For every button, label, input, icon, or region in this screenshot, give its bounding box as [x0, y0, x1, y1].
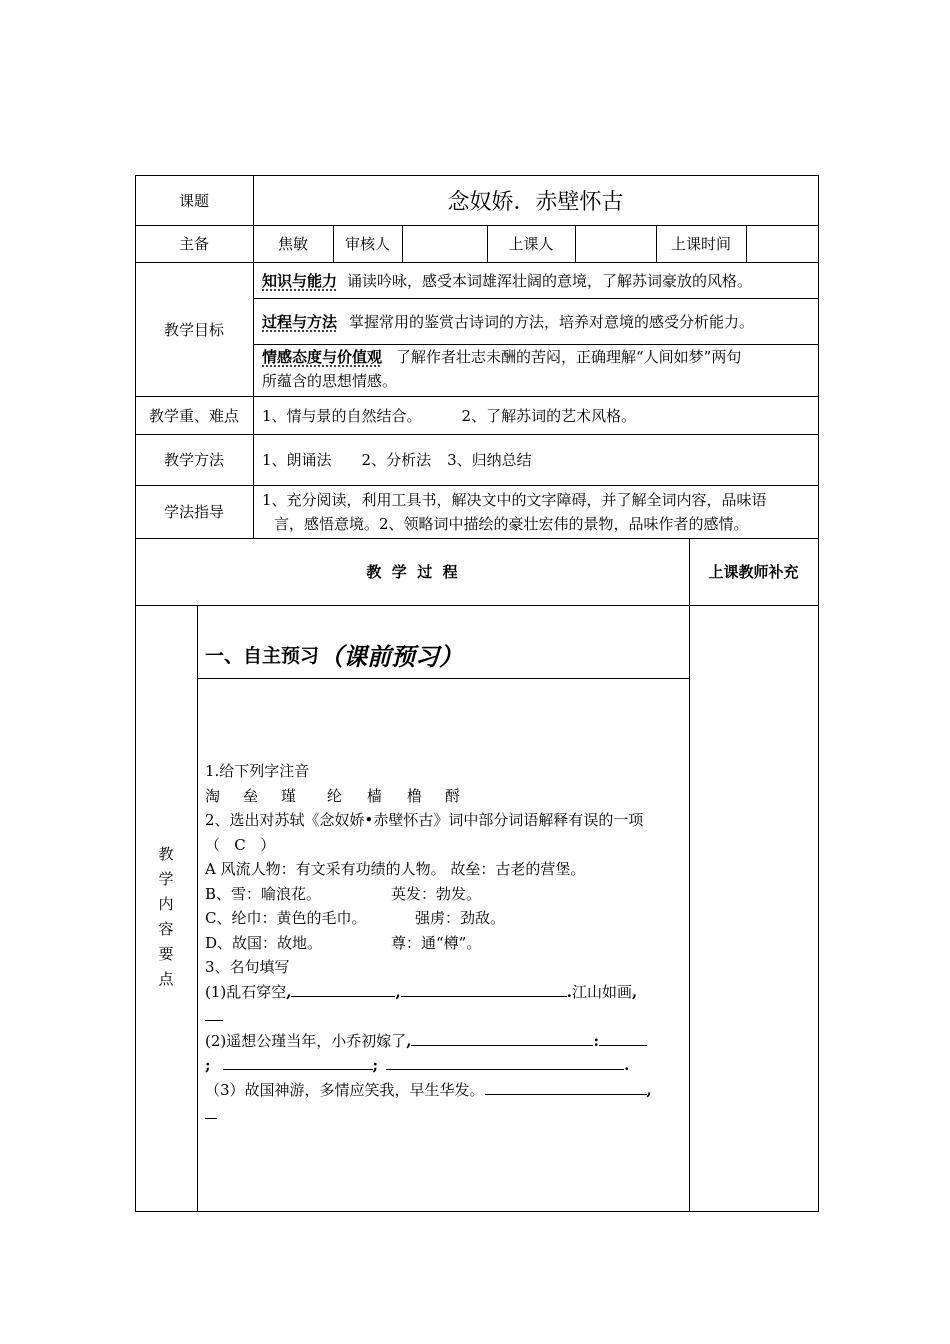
goal-process [262, 298, 816, 344]
fill-1: (1)乱石穿空, , .江山如画, [205, 982, 638, 1001]
content-label-char: 学 [158, 870, 174, 888]
goal-knowledge-text: 诵读吟咏，感受本词雄浑壮阔的意境，了解苏词豪放的风格。 [347, 271, 753, 290]
fill-2-blank-1[interactable] [411, 1031, 593, 1046]
option-a: A 风流人物：有文采有功绩的人物。 故垒：古老的营堡。 [205, 860, 586, 878]
goal-emotion-title: 情感态度与价值观 [262, 348, 383, 366]
goal-knowledge [262, 262, 816, 298]
pinyin-char: 淘 [205, 786, 221, 805]
option-b-part1: B、雪：喻浪花。 [205, 884, 322, 903]
q1-text: 1.给下列字注音 [205, 762, 310, 780]
option-c-part1: C、纶巾：黄色的毛巾。 [205, 909, 367, 927]
pinyin-char: 樯 [367, 786, 383, 805]
reviewer-value [402, 225, 487, 262]
option-c-part2: 强虏：劲敌。 [415, 909, 506, 927]
section-heading-paren: （课前预习） [319, 641, 464, 671]
teacher-value [575, 225, 656, 262]
fill-2-prefix: (2)遥想公瑾当年，小乔初嫁了 [205, 1031, 407, 1050]
fill-3-blank-1[interactable] [485, 1080, 647, 1095]
guidance-line-1: 1、充分阅读，利用工具书，解决文中的文字障碍，并了解全词内容，品味语 [262, 491, 767, 509]
content-label-char: 内 [158, 895, 174, 913]
methods-content [262, 434, 816, 485]
content-label-char: 容 [158, 920, 174, 938]
fill-3-blank-2[interactable] [205, 1104, 217, 1119]
option-d-part2: 尊：通“樽”。 [391, 933, 482, 952]
content-label-char: 要 [158, 945, 174, 963]
method-3: 3、归纳总结 [447, 451, 532, 469]
fill-2: (2)遥想公瑾当年，小乔初嫁了, : [205, 1029, 687, 1054]
time-label: 上课时间 [670, 235, 731, 253]
option-b-part2: 英发：勃发。 [391, 884, 482, 903]
topic-label: 课题 [178, 191, 209, 210]
goal-emotion-text-2: 所蕴含的思想情感。 [262, 372, 398, 390]
fill-1-blank-2[interactable] [401, 982, 567, 997]
option-b [205, 882, 687, 907]
fill-2-blank-2[interactable] [599, 1031, 647, 1046]
pinyin-char: 瑾 [281, 786, 297, 805]
fill-1-blank-3[interactable] [205, 1006, 223, 1021]
goal-process-title: 过程与方法 [262, 312, 338, 331]
fill-2-cont: ; ; . [205, 1056, 630, 1074]
guidance-line-2: 言，感悟意境。2、领略词中描绘的豪壮宏伟的景物，品味作者的感情。 [274, 515, 749, 533]
method-2: 2、分析法 [361, 451, 432, 469]
goals-label: 教学目标 [163, 320, 224, 339]
q2-answer: （ C ） [205, 835, 276, 854]
fill-3-prefix: （3）故国神游，多情应笑我，早生华发。 [205, 1080, 485, 1099]
content-points-label [135, 842, 197, 992]
keypoint-2: 2、了解苏词的艺术风格。 [461, 406, 637, 425]
section-heading-main: 一、自主预习 [205, 644, 320, 667]
fill-1-prefix: (1)乱石穿空 [205, 982, 287, 1001]
fill-3-cont [205, 1102, 687, 1127]
goal-knowledge-title: 知识与能力 [262, 271, 338, 290]
fill-1-cont [205, 1004, 687, 1029]
pinyin-char: 酹 [445, 786, 461, 805]
process-heading: 教 学 过 程 [366, 563, 458, 581]
prep-name: 焦敏 [277, 235, 308, 253]
content-label-char: 点 [158, 970, 174, 988]
goal-emotion-text-1: 了解作者壮志未酬的苦闷，正确理解“人间如梦”两句 [396, 348, 742, 366]
option-c [205, 906, 687, 931]
option-d-part1: D、故国：故地。 [205, 933, 323, 952]
fill-1-mid: 江山如画 [571, 982, 632, 1001]
time-value [746, 225, 818, 262]
fill-2-blank-4[interactable] [386, 1055, 624, 1070]
keypoints-content [262, 396, 816, 434]
option-d [205, 931, 687, 956]
fill-1-blank-1[interactable] [291, 982, 395, 997]
page-title: 念奴娇．赤壁怀古 [447, 189, 624, 215]
fill-2-blank-3[interactable] [223, 1055, 373, 1070]
guidance-content [262, 488, 816, 536]
supplement-heading: 上课教师补充 [708, 563, 799, 581]
goal-emotion [262, 345, 816, 396]
content-label-char: 教 [158, 845, 174, 863]
q1-chars [205, 784, 687, 809]
reviewer-label: 审核人 [344, 235, 390, 253]
guidance-label: 学法指导 [163, 503, 224, 521]
fill-3: （3）故国神游，多情应笑我，早生华发。 , [205, 1080, 652, 1099]
keypoints-label: 教学重、难点 [148, 406, 239, 425]
section-heading [205, 630, 685, 678]
method-1: 1、朗诵法 [262, 451, 332, 469]
methods-label: 教学方法 [163, 451, 224, 469]
q2-text: 2、选出对苏轼《念奴娇•赤壁怀古》词中部分词语解释有误的一项 [205, 811, 644, 829]
pinyin-char: 橹 [407, 786, 423, 805]
exercise-content [205, 759, 687, 1127]
q3-text: 3、名句填写 [205, 958, 290, 976]
teacher-label: 上课人 [508, 235, 554, 253]
pinyin-char: 垒 [243, 786, 259, 805]
goal-process-text: 掌握常用的鉴赏古诗词的方法，培养对意境的感受分析能力。 [349, 312, 755, 331]
keypoint-1: 1、情与景的自然结合。 [262, 406, 422, 425]
prep-label: 主备 [178, 235, 209, 253]
pinyin-char: 纶 [327, 786, 343, 805]
